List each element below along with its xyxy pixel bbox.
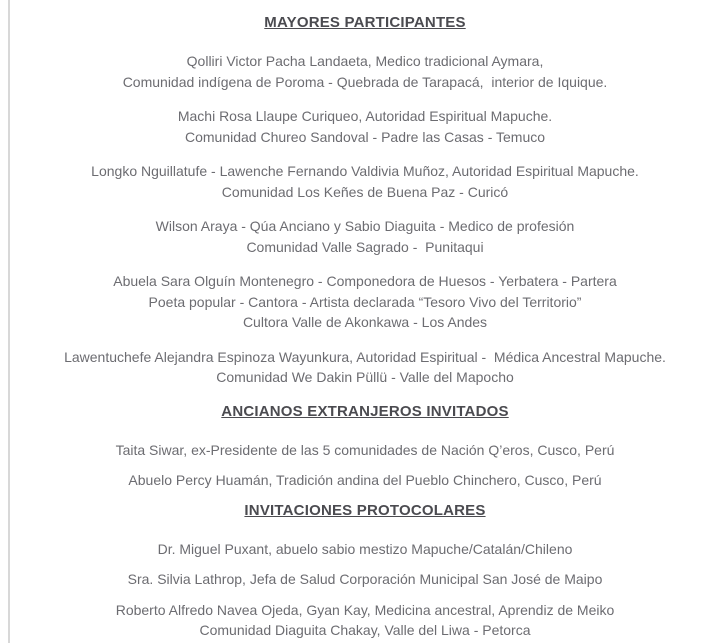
participant-entry <box>10 569 720 590</box>
entry-line: Roberto Alfredo Navea Ojeda, Gyan Kay, Medicina ancestral, Aprendiz de Meiko <box>115 601 615 618</box>
participant-entry <box>10 161 720 202</box>
participant-entry <box>10 347 720 388</box>
participant-entry <box>10 51 720 92</box>
entry-line: Abuelo Percy Huamán, Tradición andina del Pueblo Chinchero, Cusco, Perú <box>128 472 602 488</box>
entry-line: Poeta popular - Cantora - Artista declarada “Tesoro Vivo del Territorio” <box>148 293 582 310</box>
participant-entry <box>10 106 720 147</box>
entry-line: Cultora Valle de Akonkawa - Los Andes <box>242 314 488 330</box>
participant-entry <box>10 600 720 641</box>
entry-line: Wilson Araya - Qúa Anciano y Sabio Diaguita - Medico de profesión <box>155 218 575 234</box>
section-heading-mayores-participantes: MAYORES PARTICIPANTES <box>264 14 466 31</box>
entry-line: Qolliri Victor Pacha Landaeta, Medico tradicional Aymara, <box>186 53 544 69</box>
section-heading-ancianos-extranjeros: ANCIANOS EXTRANJEROS INVITADOS <box>221 402 509 420</box>
entry-line: Machi Rosa Llaupe Curiqueo, Autoridad Espiritual Mapuche. <box>177 108 553 124</box>
document-content <box>10 0 720 641</box>
participant-entry <box>10 271 720 333</box>
section-heading-invitaciones-protocolares: INVITACIONES PROTOCOLARES <box>244 501 486 519</box>
entry-line: Dr. Miguel Puxant, abuelo sabio mestizo Mapuche/Catalán/Chileno <box>157 540 573 557</box>
participant-entry <box>10 539 720 560</box>
entry-line: Taita Siwar, ex-Presidente de las 5 comunidades de Nación Q’eros, Cusco, Perú <box>115 441 615 458</box>
participant-entry <box>10 440 720 461</box>
entry-line: Abuela Sara Olguín Montenegro - Componedora de Huesos - Yerbatera - Partera <box>113 273 617 289</box>
participant-entry <box>10 470 720 491</box>
entry-line: Comunidad Diaguita Chakay, Valle del Liwa - Petorca <box>199 622 531 638</box>
entry-line: Longko Nguillatufe - Lawenche Fernando Valdivia Muñoz, Autoridad Espiritual Mapuche. <box>91 163 639 179</box>
entry-line: Comunidad indígena de Poroma - Quebrada de Tarapacá, interior de Iquique. <box>122 73 608 90</box>
entry-line: Sra. Silvia Lathrop, Jefa de Salud Corporación Municipal San José de Maipo <box>127 571 603 587</box>
entry-line: Comunidad Chureo Sandoval - Padre las Casas - Temuco <box>184 128 546 145</box>
entry-line: Comunidad Valle Sagrado - Punitaqui <box>246 238 484 255</box>
entry-line: Comunidad Los Keñes de Buena Paz - Curicó <box>221 183 509 200</box>
participant-entry <box>10 216 720 257</box>
entry-line: Comunidad We Dakin Püllü - Valle del Mapocho <box>216 369 514 385</box>
entry-line: Lawentuchefe Alejandra Espinoza Wayunkura, Autoridad Espiritual - Médica Ancestral Mapuche. <box>64 348 666 365</box>
